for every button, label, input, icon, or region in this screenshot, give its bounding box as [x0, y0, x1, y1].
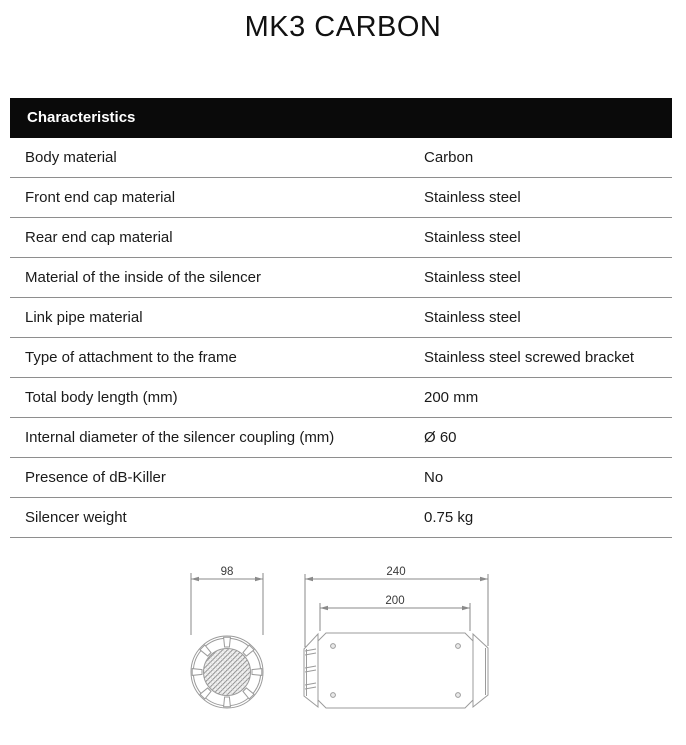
- row-value: Stainless steel: [424, 309, 521, 326]
- row-label: Rear end cap material: [25, 229, 173, 246]
- dim-label-overall-length: 240: [386, 566, 406, 578]
- page-title: MK3 CARBON: [244, 11, 442, 43]
- table-row: [10, 298, 672, 338]
- table-row: [10, 378, 672, 418]
- rivet: [456, 644, 461, 649]
- table-header: Characteristics: [10, 98, 672, 138]
- row-value: Stainless steel screwed bracket: [424, 349, 635, 366]
- row-label: Link pipe material: [25, 309, 143, 326]
- row-value: No: [424, 469, 444, 486]
- technical-drawing: [0, 555, 686, 745]
- row-label: Material of the inside of the silencer: [25, 269, 261, 286]
- row-value: Stainless steel: [424, 229, 521, 246]
- rivet: [331, 644, 336, 649]
- row-value: Carbon: [424, 149, 474, 166]
- row-label: Type of attachment to the frame: [25, 349, 237, 366]
- rivet: [331, 693, 336, 698]
- row-label: Presence of dB-Killer: [25, 469, 166, 486]
- table-row: [10, 138, 672, 178]
- row-label: Total body length (mm): [25, 389, 178, 406]
- dim-label-body-length: 200: [385, 595, 405, 607]
- row-value: 0.75 kg: [424, 509, 474, 526]
- table-row: [10, 218, 672, 258]
- row-value: 200 mm: [424, 389, 479, 406]
- row-value: Ø 60: [424, 429, 457, 446]
- row-value: Stainless steel: [424, 269, 521, 286]
- characteristics-rows: [10, 138, 672, 538]
- dim-front-width: [191, 566, 263, 635]
- dim-label-front-width: 98: [220, 566, 234, 578]
- row-label: Internal diameter of the silencer coupling (mm): [25, 429, 335, 446]
- row-value: Stainless steel: [424, 189, 521, 206]
- front-view: [191, 636, 263, 708]
- rivet: [456, 693, 461, 698]
- table-row: [10, 498, 672, 538]
- mesh-face: [204, 649, 251, 696]
- row-label: Body material: [25, 149, 117, 166]
- table-row: [10, 418, 672, 458]
- silencer-body: [318, 633, 473, 708]
- table-row: [10, 258, 672, 298]
- table-row: [10, 338, 672, 378]
- characteristics-table: [10, 98, 672, 538]
- dim-body-length: [320, 595, 470, 631]
- row-label: Front end cap material: [25, 189, 176, 206]
- table-row: [10, 178, 672, 218]
- table-row: [10, 458, 672, 498]
- row-label: Silencer weight: [25, 509, 127, 526]
- side-view: [304, 633, 488, 708]
